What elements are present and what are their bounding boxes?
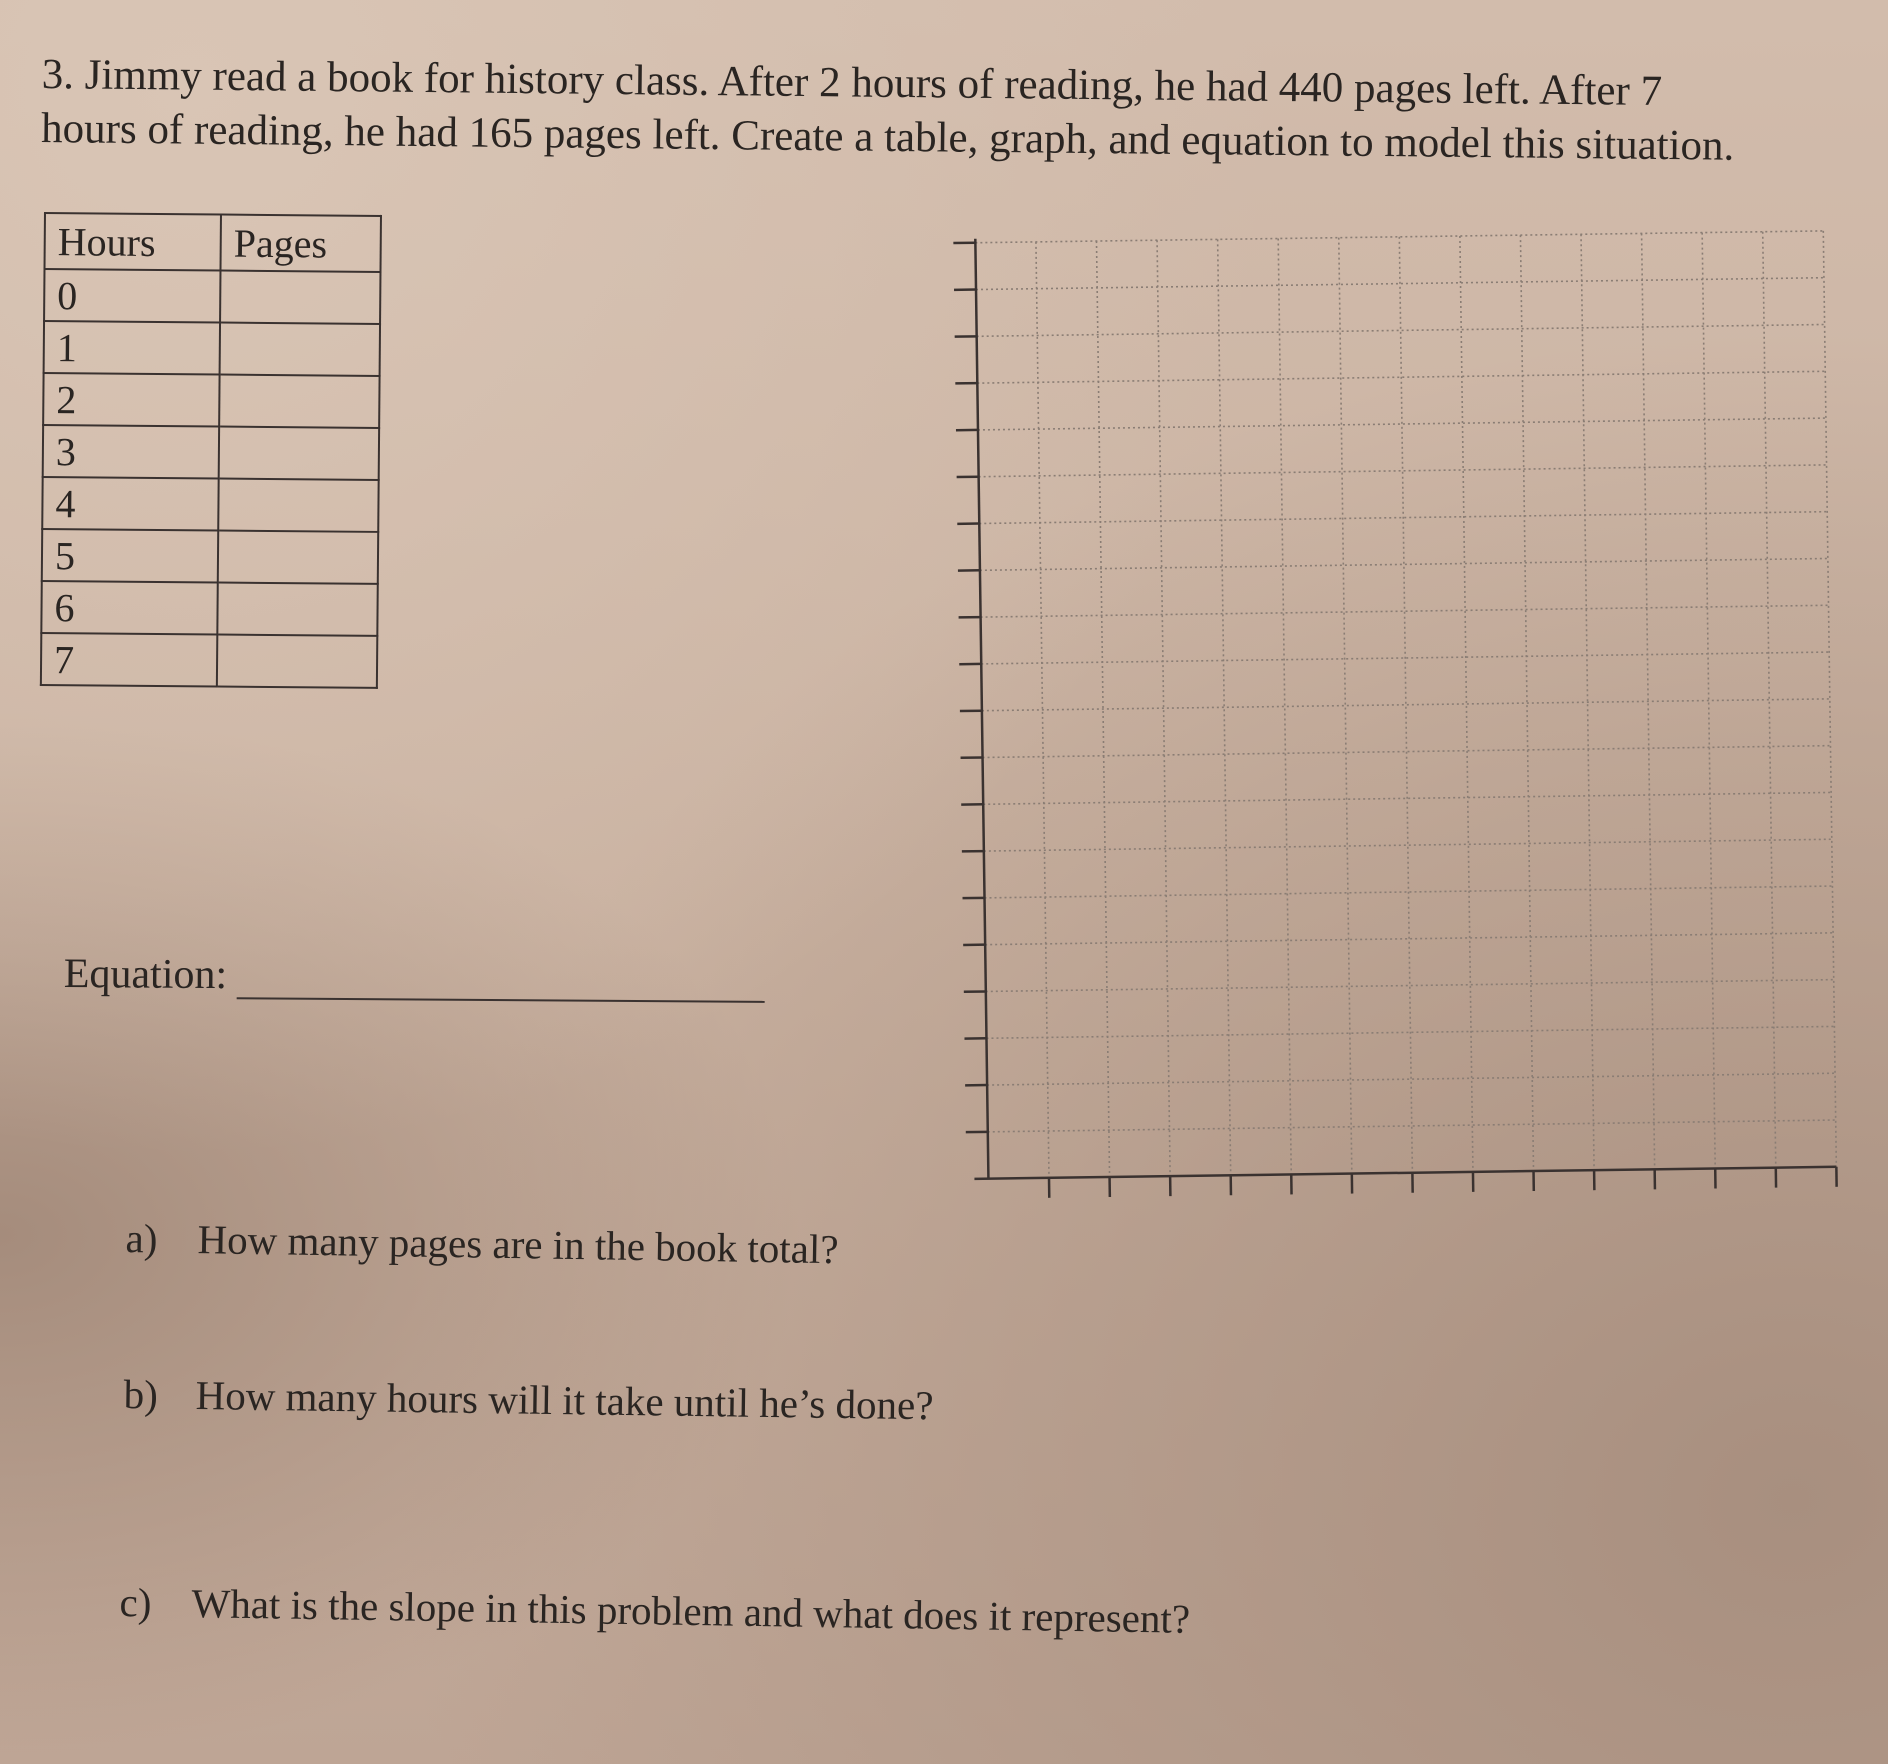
question-b-text: How many hours will it take until he’s done? — [195, 1372, 934, 1429]
table-row — [43, 373, 379, 428]
hours-cell: 6 — [41, 581, 217, 635]
table-row — [41, 633, 377, 688]
question-b — [123, 1370, 933, 1429]
grid-vertical-line — [1339, 238, 1352, 1174]
pages-cell-blank[interactable] — [219, 427, 379, 480]
pages-cell-blank[interactable] — [217, 635, 377, 688]
table-row — [44, 321, 380, 376]
grid-vertical-line — [1823, 231, 1836, 1167]
problem-statement — [41, 48, 1862, 175]
grid-vertical-line — [1399, 237, 1412, 1173]
hours-cell: 7 — [41, 633, 217, 687]
grid-horizontal-line — [979, 465, 1827, 477]
problem-line-1: 3. Jimmy read a book for history class. After 2 hours of reading, he had 440 pages left. After 7 — [41, 50, 1663, 115]
question-a-text: How many pages are in the book total? — [197, 1216, 839, 1273]
hours-pages-table — [40, 212, 382, 689]
pages-column-header: Pages — [220, 215, 380, 272]
hours-cell: 4 — [42, 477, 218, 531]
grid-vertical-line — [1278, 239, 1291, 1175]
problem-line-2: hours of reading, he had 165 pages left. Create a table, graph, and equation to model this situation. — [40, 104, 1735, 170]
grid-horizontal-line — [984, 839, 1832, 851]
question-a — [125, 1214, 839, 1273]
hours-cell: 2 — [43, 373, 219, 427]
question-c-label: c) — [119, 1578, 152, 1626]
hours-cell: 5 — [42, 529, 218, 583]
grid-horizontal-line — [975, 231, 1823, 243]
table-row — [41, 581, 377, 636]
x-axis — [974, 1167, 1836, 1179]
hours-column-header: Hours — [45, 213, 221, 271]
hours-cell: 3 — [43, 425, 219, 479]
table-row — [42, 529, 378, 584]
grid-horizontal-line — [986, 980, 1834, 992]
hours-cell: 1 — [44, 321, 220, 375]
blank-graph — [940, 225, 1840, 1205]
question-b-label: b) — [123, 1370, 159, 1418]
graph-grid[interactable] — [940, 225, 1840, 1205]
equation-label: Equation: — [63, 951, 228, 999]
pages-cell-blank[interactable] — [218, 479, 378, 532]
table-row — [43, 425, 379, 480]
pages-cell-blank[interactable] — [219, 375, 379, 428]
question-c — [119, 1578, 1190, 1643]
equation-row — [64, 950, 766, 1003]
table-row — [42, 477, 378, 532]
table-row — [44, 269, 380, 324]
pages-cell-blank[interactable] — [218, 531, 378, 584]
pages-cell-blank[interactable] — [217, 583, 377, 636]
table-header-row — [45, 213, 381, 272]
grid-horizontal-line — [982, 699, 1830, 711]
hours-cell: 0 — [44, 269, 220, 323]
grid-horizontal-line — [977, 324, 1825, 336]
question-a-label: a) — [125, 1214, 158, 1262]
pages-cell-blank[interactable] — [220, 271, 380, 324]
pages-cell-blank[interactable] — [220, 323, 380, 376]
question-c-text: What is the slope in this problem and what does it represent? — [191, 1580, 1191, 1642]
equation-answer-line[interactable] — [237, 957, 765, 1003]
